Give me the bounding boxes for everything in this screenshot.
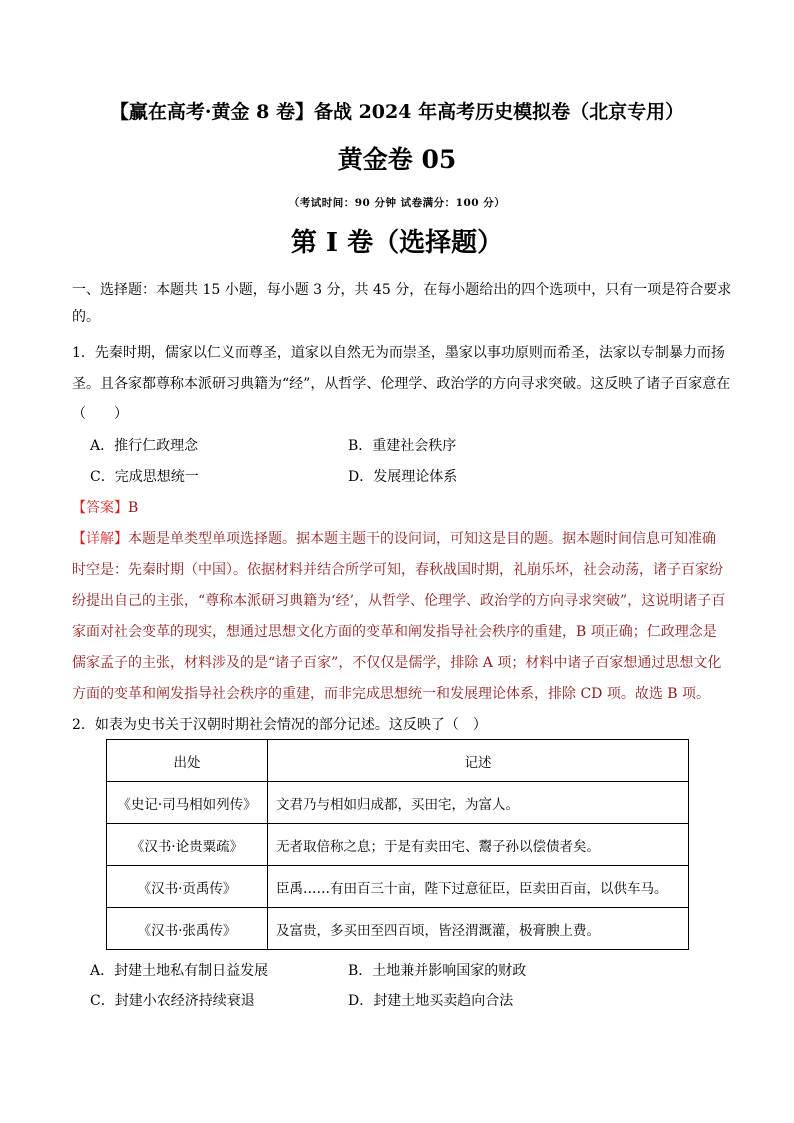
- q2-source-table: [106, 739, 689, 950]
- table-cell-source: 《史记·司马相如列传》: [107, 782, 268, 824]
- q1-detail-line-5: 儒家孟子的主张，材料涉及的是“诸子百家”，不仅仅是儒学，排除 A 项；材料中诸子百家想通过思想文化: [72, 655, 722, 671]
- exam-series-title: 【赢在高考·黄金 8 卷】备战 2024 年高考历史模拟卷（北京专用）: [109, 101, 685, 123]
- table-cell-record: 文君乃与相如归成都，买田宅，为富人。: [268, 782, 689, 824]
- q2-option-b: B．土地兼并影响国家的财政: [348, 963, 527, 979]
- table-row: [107, 866, 689, 908]
- q2-stem: 2．如表为史书关于汉朝时期社会情况的部分记述。这反映了（ ）: [72, 717, 487, 733]
- q1-detail-line-2: 时空是：先秦时期（中国）。依据材料并结合所学可知，春秋战国时期，礼崩乐坏，社会动荡，诸子百家纷: [72, 562, 723, 578]
- table-header-record: 记述: [268, 740, 689, 782]
- answer-value: B: [128, 500, 139, 516]
- table-cell-record: 及富贵，多买田至四百顷，皆泾渭溉灌，极膏腴上费。: [268, 908, 689, 950]
- q1-detail-line-1: [72, 528, 716, 548]
- q1-detail-line-4: 家面对社会变革的现实，想通过思想文化方面的变革和阐发指导社会秩序的重建，B 项正确；仁政理念是: [72, 624, 717, 640]
- answer-label: 【答案】: [72, 500, 128, 516]
- q1-stem-line-1: 1．先秦时期，儒家以仁义而尊圣，道家以自然无为而崇圣，墨家以事功原则而希圣，法家以专制暴力而扬: [72, 345, 725, 361]
- detail-label: 【详解】: [72, 531, 128, 547]
- table-cell-source: 《汉书·张禹传》: [107, 908, 268, 950]
- q2-option-a: A．封建土地私有制日益发展: [90, 963, 269, 979]
- section-title: 第 I 卷（选择题）: [290, 228, 504, 258]
- q1-option-c: C．完成思想统一: [90, 469, 199, 485]
- q1-detail-line-6: 方面的变革和阐发指导社会秩序的重建，而非完成思想统一和发展理论体系，排除 CD 项。故选 B 项。: [72, 686, 711, 702]
- paper-title: 黄金卷 05: [337, 145, 457, 174]
- q1-option-b: B．重建社会秩序: [348, 438, 457, 454]
- q1-detail-line-3: 纷提出自己的主张，“尊称本派研习典籍为‘经’，从哲学、伦理学、政治学的方向寻求突破”，这说明诸子百: [72, 593, 726, 609]
- instructions-line-2: 的。: [72, 309, 100, 325]
- table-header-source: 出处: [107, 740, 268, 782]
- q2-option-d: D．封建土地买卖趋向合法: [348, 993, 514, 1009]
- q1-answer: [72, 497, 138, 517]
- table-row: [107, 908, 689, 950]
- exam-info: （考试时间：90 分钟 试卷满分：100 分）: [288, 197, 506, 209]
- table-cell-record: 无者取倍称之息；于是有卖田宅、鬻子孙以偿债者矣。: [268, 824, 689, 866]
- table-cell-record: 臣禹……有田百三十亩，陛下过意征臣，臣卖田百亩，以供车马。: [268, 866, 689, 908]
- q1-stem-line-3: （ ）: [72, 406, 128, 422]
- detail-text: 本题是单类型单项选择题。据本题主题干的设问词，可知这是目的题。据本题时间信息可知准确: [128, 531, 716, 547]
- instructions-line-1: 一、选择题：本题共 15 小题，每小题 3 分，共 45 分，在每小题给出的四个选项中，只有一项是符合要求: [72, 282, 732, 298]
- q2-option-c: C．封建小农经济持续衰退: [90, 993, 255, 1009]
- q1-option-d: D．发展理论体系: [348, 469, 458, 485]
- table-header-row: [107, 740, 689, 782]
- q1-stem-line-2: 圣。且各家都尊称本派研习典籍为“经”，从哲学、伦理学、政治学的方向寻求突破。这反映了诸子百家意在: [72, 376, 731, 392]
- table-row: [107, 824, 689, 866]
- table-cell-source: 《汉书·论贵粟疏》: [107, 824, 268, 866]
- table-cell-source: 《汉书·贡禹传》: [107, 866, 268, 908]
- q1-option-a: A．推行仁政理念: [90, 438, 199, 454]
- table-row: [107, 782, 689, 824]
